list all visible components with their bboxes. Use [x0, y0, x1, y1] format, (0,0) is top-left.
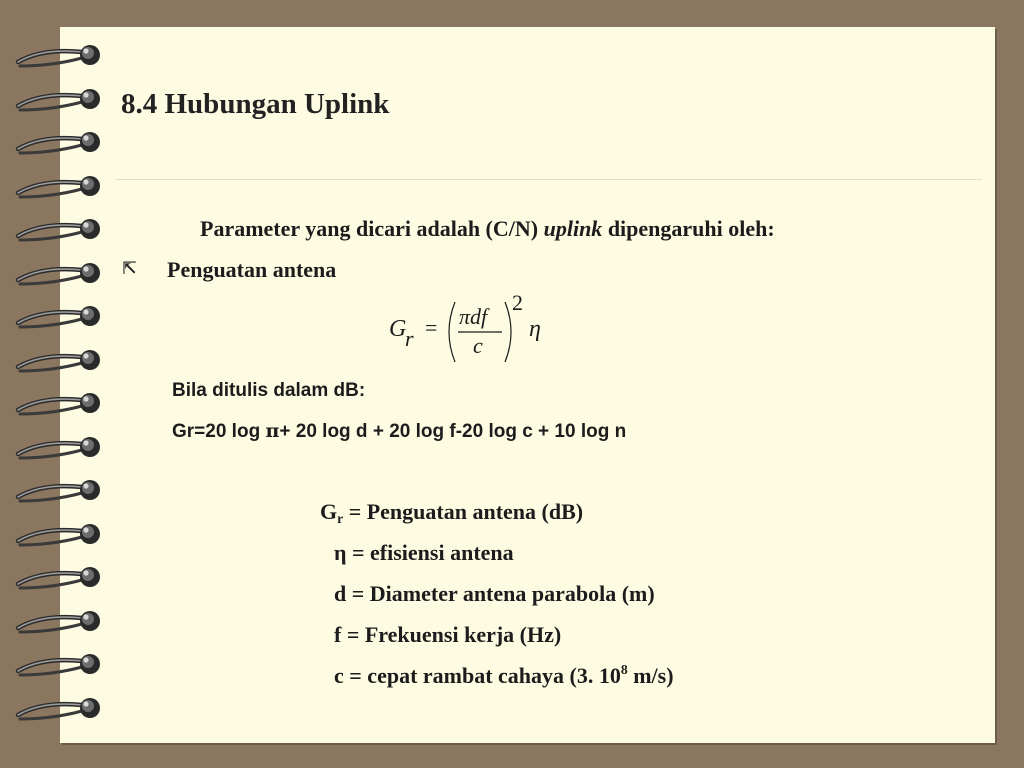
formula-numerator: πdf: [459, 304, 488, 329]
spiral-ring: [12, 171, 108, 201]
spiral-ring: [12, 345, 108, 375]
arrow-up-left-icon: ⇱: [122, 258, 138, 278]
db-formula-prefix: Gr=20 log: [172, 421, 266, 442]
c-sup: 8: [620, 662, 628, 677]
spiral-binding: [0, 0, 110, 768]
spiral-ring: [12, 562, 108, 592]
right-paren: [505, 302, 511, 362]
eta-text: = efisiensi antena: [346, 540, 514, 565]
definition-gr: [320, 499, 583, 527]
intro-italic: uplink: [543, 216, 603, 241]
slide-title: 8.4 Hubungan Uplink: [121, 88, 390, 120]
spiral-ring: [12, 258, 108, 288]
spiral-ring: [12, 84, 108, 114]
spiral-ring: [12, 214, 108, 244]
spiral-ring: [12, 519, 108, 549]
definition-f: f = Frekuensi kerja (Hz): [334, 622, 562, 647]
formula-equals: =: [425, 315, 438, 340]
intro-prefix: Parameter yang dicari adalah (C/N): [200, 216, 544, 241]
definition-eta: [334, 540, 514, 566]
spiral-ring: [12, 432, 108, 462]
formula-lhs-sub: r: [405, 326, 414, 351]
gr-symbol: G: [320, 499, 338, 524]
gain-formula: [385, 288, 555, 368]
formula-denominator: c: [473, 333, 483, 358]
intro-suffix: dipengaruhi oleh:: [602, 216, 775, 241]
spiral-ring: [12, 649, 108, 679]
definition-d: d = Diameter antena parabola (m): [334, 581, 655, 606]
spiral-ring: [12, 388, 108, 418]
gr-sub: r: [337, 511, 344, 526]
title-divider: [116, 179, 982, 180]
c-suffix: m/s): [627, 663, 674, 688]
db-formula-suffix: + 20 log d + 20 log f-20 log c + 10 log n: [279, 421, 627, 442]
db-formula: [172, 420, 626, 443]
db-heading: Bila ditulis dalam dB:: [172, 380, 366, 401]
db-formula-pi: π: [265, 420, 280, 442]
definition-c: [334, 662, 674, 689]
left-paren: [449, 302, 455, 362]
eta-symbol: η: [334, 540, 347, 565]
formula-lhs: G: [389, 316, 407, 342]
spiral-ring: [12, 475, 108, 505]
bullet-label: Penguatan antena: [167, 257, 337, 282]
spiral-ring: [12, 301, 108, 331]
spiral-ring: [12, 127, 108, 157]
spiral-ring: [12, 693, 108, 723]
c-prefix: c = cepat rambat cahaya (3. 10: [334, 663, 621, 688]
intro-line: [200, 216, 775, 242]
gr-text: = Penguatan antena (dB): [343, 499, 584, 524]
formula-exponent: 2: [512, 290, 523, 315]
formula-eta: η: [529, 316, 541, 342]
spiral-ring: [12, 606, 108, 636]
spiral-ring: [12, 40, 108, 70]
